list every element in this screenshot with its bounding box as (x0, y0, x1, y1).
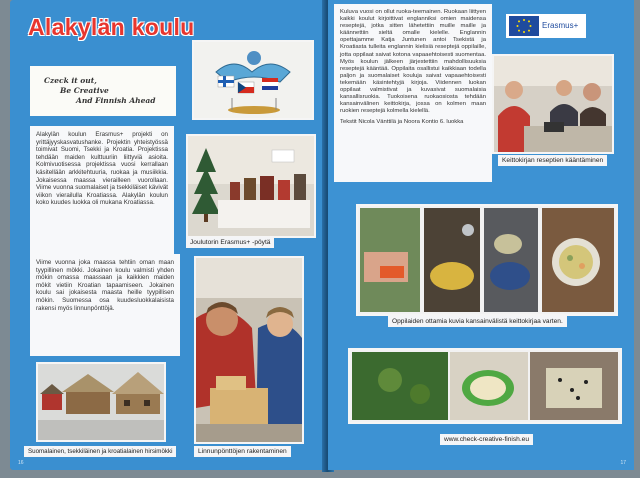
page-title: Alakylän koulu (28, 14, 195, 40)
cooking-collage-image (358, 206, 616, 314)
magazine-spread (10, 0, 636, 472)
intro-text: Alakylän koulun Erasmus+ projekti on yrittäjyyskasvatushanke. Projektin yhteistyössä toimivat Suomi, Tsekki ja Kroatia. Projektissa tehdään maiden kulttuuriin liittyviä asioita. Kolmivuotisessa projektissa vuosi kerrallaan käsitellään arkkitehtuuria, ruokaa ja musiikkia. Jokaisessa maassa vierailleen vuorollaan. Viime vuonna suomalaiset ja tsekkiläiset kävivät viikon vierailulla Kroatiassa. Alakylän koulun koko kuudes luokka oli mukana Kroatiassa. (30, 126, 174, 254)
cooking-collage (356, 204, 618, 316)
birdhouse-image (196, 258, 302, 442)
project-slogan (30, 66, 176, 116)
left-page (10, 0, 326, 470)
website-link[interactable]: www.check-creative-finish.eu (440, 434, 533, 445)
caption-cottages: Suomalainen, tsekkiläinen ja kroatialainen hirsimökki (24, 446, 176, 457)
food-photo-strip (348, 348, 622, 424)
page-number-right: 17 (620, 460, 626, 466)
caption-student-photos: Oppilaiden ottamia kuvia kansainvälistä keittokirjaa varten. (388, 316, 567, 327)
cottages-photo (36, 362, 166, 442)
food-strip-image (350, 350, 620, 422)
eagle-flags-icon (194, 42, 312, 118)
cottages-image (38, 364, 164, 440)
authors: Tekstit Nicola Vänttilä ja Noora Kontio 6. luokka (340, 119, 464, 126)
caption-christmas-table: Joulutorin Erasmus+ -pöytä (186, 237, 274, 248)
christmas-table-image (188, 136, 314, 236)
page-number-left: 16 (18, 460, 24, 466)
slogan-line-1: Czeck it out, (44, 76, 97, 85)
second-text: Viime vuonna joka maassa tehtiin oman maan tyypillinen mökki. Jokainen koulu valmisti yhden mökin omassa maassaan ja kaikkien maiden mökit vietiin Kroatian tapaamiseen. Jokainen koulu sai jokaisesta maasta heille tyypillisen mökin. Suomessa osa kuudesluokkalaisista rakensi myös linnunpönttöjä. (30, 254, 180, 356)
flags-eagle-illustration (192, 40, 314, 120)
erasmus-logo (506, 14, 586, 38)
caption-birdhouses: Linnunpönttöjen rakentaminen (194, 446, 291, 457)
translation-image (494, 56, 612, 152)
caption-translation: Keittokirjan reseptien kääntäminen (498, 155, 607, 166)
recipe-text (334, 4, 492, 182)
recipe-text-body: Kuluva vuosi on ollut ruoka-teemainen. Ruokaan liittyen kaikki koulut kirjoittivat englanniksi omien maidensa reseptejä, jotka sitten lähetettiin muille maille ja käännettiin sieltä omalle kielelle. Englannin opettajamme Katja Juntunen antoi Tsekistä ja Kroatiasta tulleita englannin kielisiä reseptejä oppilaille, jotta oppilaat saivat kotona vapaaehtoisesti suomentaa. Myös koulun jälkeen järjestettiin mahdollisuuksia reseptejä kääntää. Oppilaita osallistui kaikkiaan todella paljon ja suomalaiset kouluja saivat vapaaehtoisesti tekemään käsintehtyjä kirjoja. Viidennen luokan oppilaat valmistivat ja kuvasivat suomalaisia kansallisruokia. Tuokoisena ruokaosiosta tehdään kansainvälinen keittokirja, jossa on kolmen maan ruokien reseptejä kolmella kielellä. (340, 9, 486, 115)
slogan-line-2: Be Creative (60, 86, 109, 95)
christmas-table-photo (186, 134, 316, 238)
translation-photo (492, 54, 614, 154)
right-page (328, 0, 634, 470)
slogan-line-3: And Finnish Ahead (76, 96, 156, 105)
erasmus-label: Erasmus+ (542, 21, 579, 30)
eu-flag-icon (509, 16, 539, 36)
birdhouse-photo (194, 256, 304, 444)
